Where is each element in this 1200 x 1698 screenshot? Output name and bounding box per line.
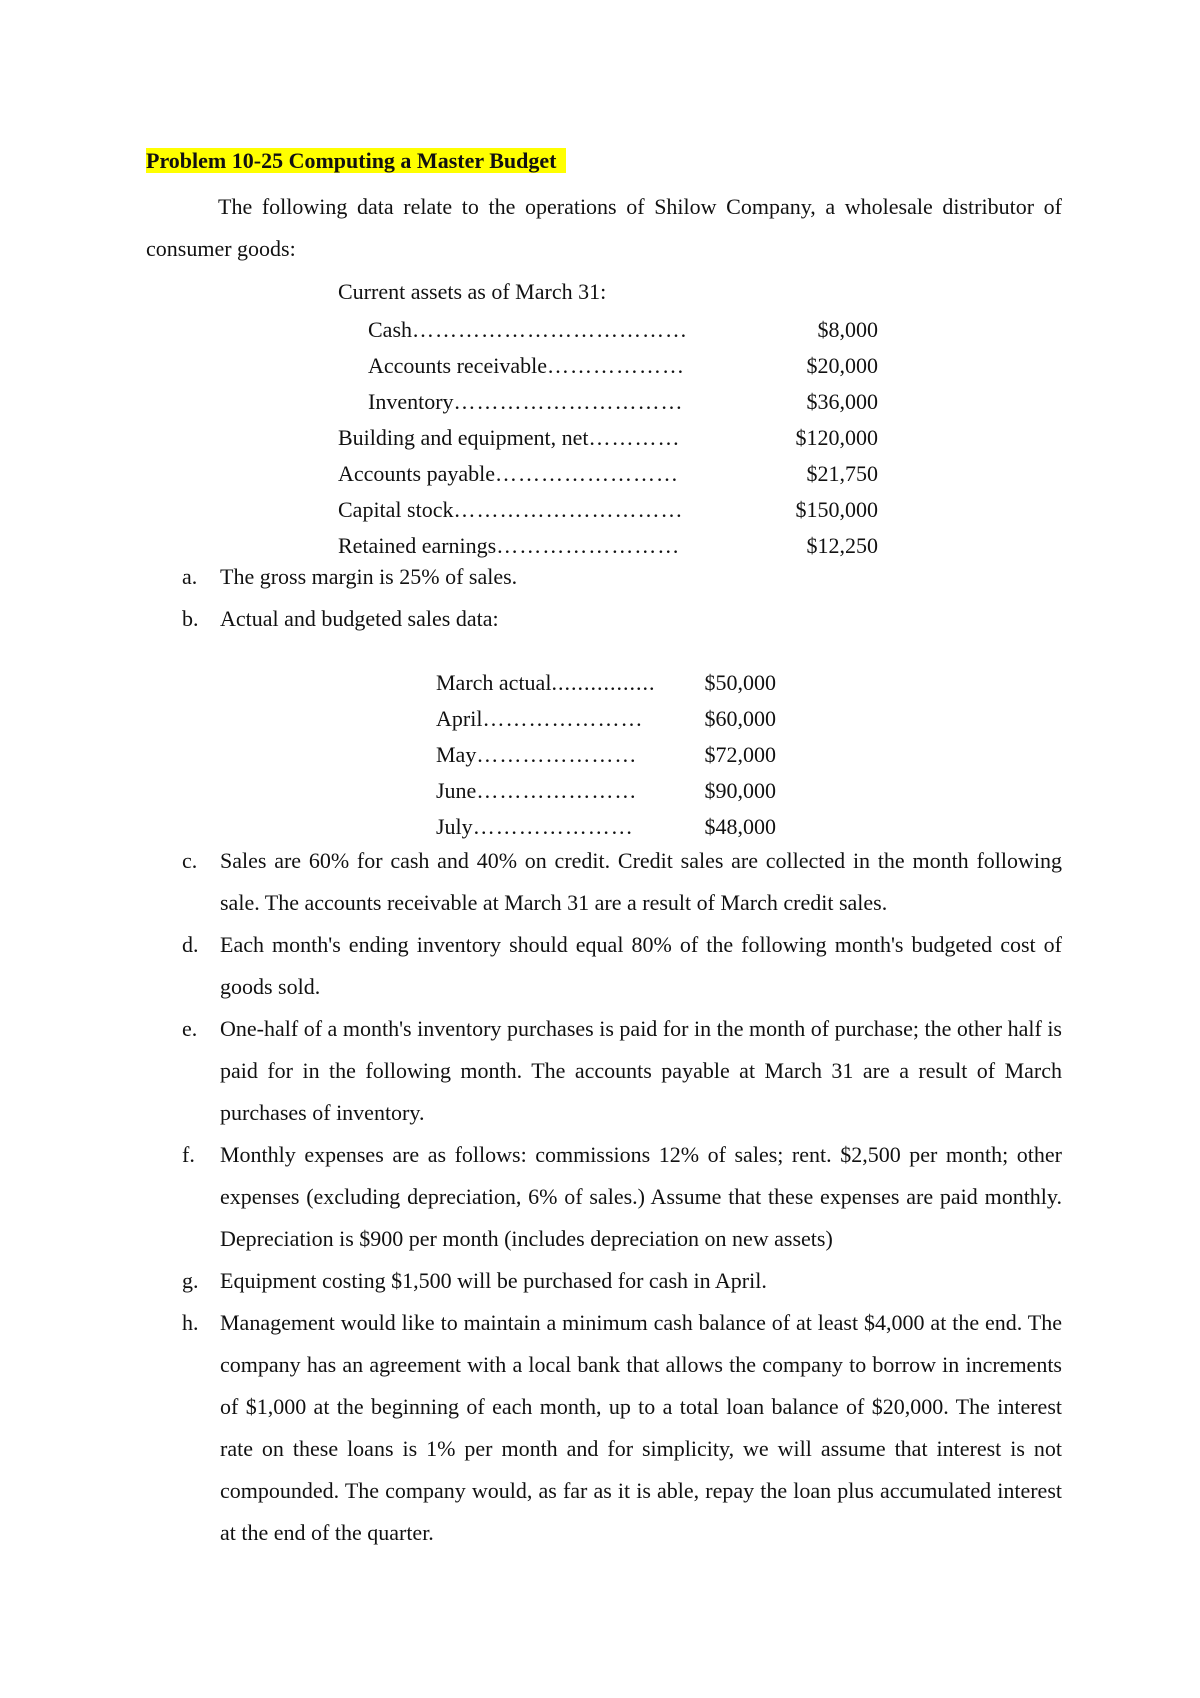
balance-value: $8,000 [817, 317, 878, 342]
list-item [146, 598, 1062, 640]
list-item [146, 1260, 1062, 1302]
sales-data-table [436, 665, 776, 845]
balance-value: $150,000 [795, 497, 878, 522]
sales-label: June [436, 778, 477, 803]
balance-leader-dots: …………………… [495, 461, 679, 486]
sales-leader-dots: ………………… [476, 778, 638, 803]
balance-value: $21,750 [806, 461, 878, 486]
sales-row [436, 665, 776, 701]
sales-row [436, 701, 776, 737]
balance-row [338, 312, 878, 348]
sales-label: May [436, 742, 477, 767]
list-item [146, 1134, 1062, 1260]
sales-label: March actual [436, 670, 552, 695]
balance-row [338, 348, 878, 384]
list-item [146, 1302, 1062, 1554]
list-item-text: Actual and budgeted sales data: [220, 606, 499, 631]
balance-leader-dots: ………………………… [453, 389, 684, 414]
balance-label: Cash [368, 317, 412, 342]
sales-value: $90,000 [704, 778, 776, 803]
balance-leader-dots: ………………………… [453, 497, 684, 522]
list-item-letter: e. [182, 1016, 198, 1041]
list-item-letter: g. [182, 1268, 199, 1293]
balance-value: $20,000 [806, 353, 878, 378]
balance-label: Accounts payable [338, 461, 495, 486]
balance-row [338, 492, 878, 528]
list-item [146, 1008, 1062, 1134]
balance-row [338, 384, 878, 420]
sales-leader-dots: ………………… [482, 706, 644, 731]
intro-paragraph: The following data relate to the operations of Shilow Company, a wholesale distributor of consumer goods: [146, 194, 1062, 261]
sales-label: July [436, 814, 473, 839]
sales-value: $48,000 [704, 814, 776, 839]
balance-label: Inventory [368, 389, 454, 414]
list-item-letter: b. [182, 606, 199, 631]
sales-leader-dots: ………………… [476, 742, 638, 767]
list-item [146, 840, 1062, 924]
list-item-letter: c. [182, 848, 198, 873]
list-item-letter: a. [182, 564, 198, 589]
sales-row [436, 773, 776, 809]
list-item [146, 924, 1062, 1008]
balance-heading: Current assets as of March 31: [338, 279, 607, 304]
assumption-list [146, 840, 1062, 1554]
list-item-text: Monthly expenses are as follows: commissions 12% of sales; rent. $2,500 per month; other expenses (excluding depreciation, 6% of sales.) Assume that these expenses are paid monthly. Depreciation is $900 per month (includes depreciation on new assets) [220, 1142, 1062, 1251]
balance-row [338, 456, 878, 492]
balance-label: Retained earnings [338, 533, 497, 558]
list-item-text: The gross margin is 25% of sales. [220, 564, 518, 589]
sales-label: April [436, 706, 483, 731]
list-item-letter: h. [182, 1310, 199, 1335]
title-highlight: Problem 10-25 Computing a Master Budget [146, 148, 566, 173]
assumption-list-top [146, 556, 1062, 640]
problem-title [146, 146, 566, 176]
sales-value: $60,000 [704, 706, 776, 731]
sales-leader-dots: ………………… [472, 814, 634, 839]
sales-value: $72,000 [704, 742, 776, 767]
list-item-text: Management would like to maintain a minimum cash balance of at least $4,000 at the end. The company has an agreement with a local bank that allows the company to borrow in increments of $1,000 at the beginning of each month, up to a total loan balance of $20,000. The interest rate on these loans is 1% per month and for simplicity, we will assume that interest is not compounded. The company would, as far as it is able, repay the loan plus accumulated interest at the end of the quarter. [220, 1310, 1062, 1545]
list-item-letter: d. [182, 932, 199, 957]
sales-value: $50,000 [704, 670, 776, 695]
balance-label: Capital stock [338, 497, 454, 522]
sales-row [436, 737, 776, 773]
list-item-letter: f. [182, 1142, 195, 1167]
list-item-text: Each month's ending inventory should equal 80% of the following month's budgeted cost of goods sold. [220, 932, 1062, 999]
balance-sheet-data [338, 276, 878, 564]
balance-label: Building and equipment, net [338, 425, 589, 450]
balance-leader-dots: ……………… [546, 353, 685, 378]
list-item [146, 556, 1062, 598]
balance-label: Accounts receivable [368, 353, 547, 378]
balance-value: $36,000 [806, 389, 878, 414]
balance-leader-dots: ……………………………… [412, 317, 688, 342]
list-item-text: Sales are 60% for cash and 40% on credit. Credit sales are collected in the month following sale. The accounts receivable at March 31 are a result of March credit sales. [220, 848, 1062, 915]
balance-value: $12,250 [806, 533, 878, 558]
list-item-text: Equipment costing $1,500 will be purchased for cash in April. [220, 1268, 767, 1293]
balance-leader-dots: ………… [588, 425, 681, 450]
balance-row [338, 420, 878, 456]
list-item-text: One-half of a month's inventory purchases is paid for in the month of purchase; the other half is paid for in the following month. The accounts payable at March 31 are a result of March purchases of inventory. [220, 1016, 1062, 1125]
balance-value: $120,000 [795, 425, 878, 450]
balance-leader-dots: …………………… [496, 533, 681, 558]
sales-leader-dots: ................ [551, 670, 656, 695]
